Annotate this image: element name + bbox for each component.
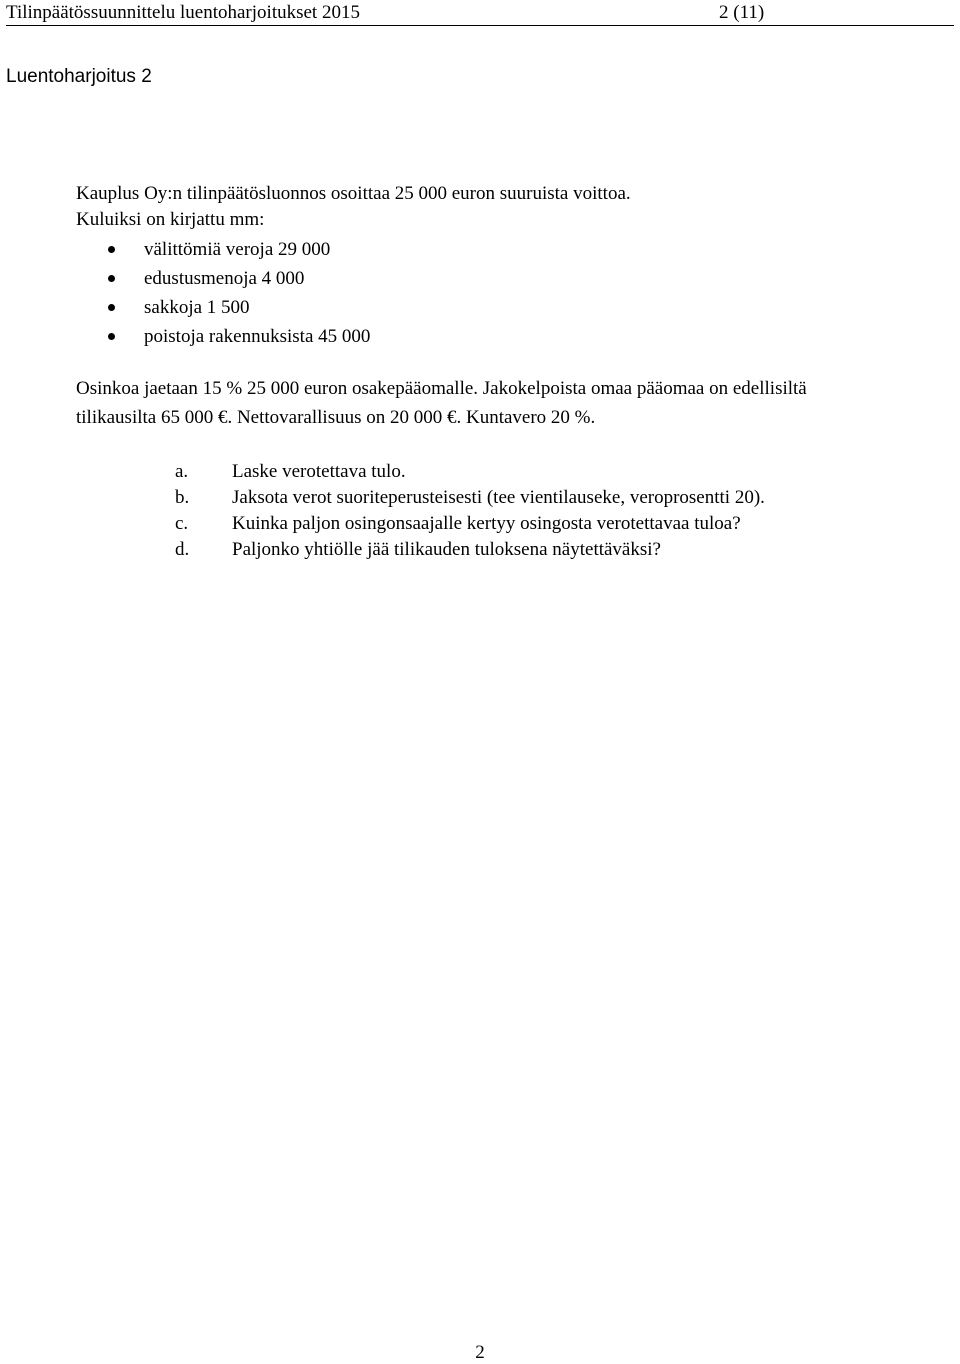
expense-text: poistoja rakennuksista 45 000 (144, 326, 371, 347)
list-item (175, 537, 765, 563)
page-number: 2 (475, 1342, 485, 1363)
list-item (108, 235, 370, 264)
list-item (108, 322, 370, 351)
header-page-indicator: 2 (11) (719, 2, 765, 23)
task-text: Kuinka paljon osingonsaajalle kertyy osingosta verotettavaa tuloa? (232, 513, 741, 534)
list-item (108, 293, 370, 322)
bullet-icon (108, 304, 115, 311)
expense-text: välittömiä veroja 29 000 (144, 239, 331, 260)
paragraph-line-2: tilikausilta 65 000 €. Nettovarallisuus on 20 000 €. Kuntavero 20 %. (76, 407, 596, 428)
task-text: Laske verotettava tulo. (232, 461, 406, 482)
intro-line-2: Kuluiksi on kirjattu mm: (76, 209, 265, 230)
list-item (108, 264, 370, 293)
section-title: Luentoharjoitus 2 (6, 66, 152, 87)
running-header (6, 2, 954, 24)
header-divider (6, 25, 954, 26)
bullet-icon (108, 275, 115, 282)
bullet-icon (108, 246, 115, 253)
expense-text: sakkoja 1 500 (144, 297, 250, 318)
bullet-icon (108, 333, 115, 340)
task-text: Paljonko yhtiölle jää tilikauden tuloksena näytettäväksi? (232, 539, 661, 560)
paragraph-line-1: Osinkoa jaetaan 15 % 25 000 euron osakepääomalle. Jakokelpoista omaa pääomaa on edellisiltä (76, 378, 807, 399)
task-list (175, 459, 765, 563)
expense-text: edustusmenoja 4 000 (144, 268, 305, 289)
list-item (175, 511, 765, 537)
task-letter: b. (175, 487, 190, 508)
list-item (175, 485, 765, 511)
task-text: Jaksota verot suoriteperusteisesti (tee vientilauseke, veroprosentti 20). (232, 487, 765, 508)
intro-line-1: Kauplus Oy:n tilinpäätösluonnos osoittaa 25 000 euron suuruista voittoa. (76, 183, 631, 204)
header-title: Tilinpäätössuunnittelu luentoharjoitukset 2015 (6, 2, 360, 23)
task-letter: d. (175, 539, 190, 560)
task-letter: c. (175, 513, 189, 534)
expense-list (108, 235, 370, 351)
list-item (175, 459, 765, 485)
task-letter: a. (175, 461, 189, 482)
